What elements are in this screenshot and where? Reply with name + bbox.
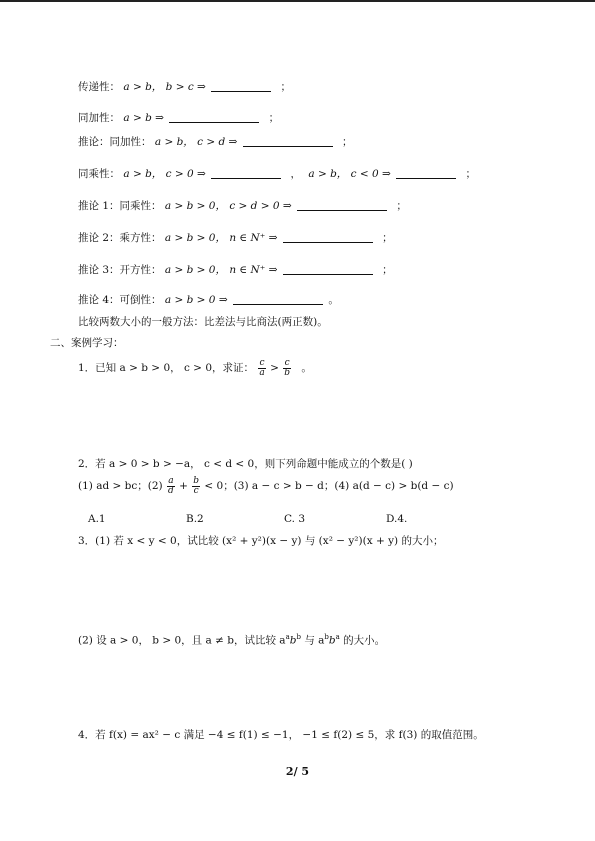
condition-1: a > b， c > 0 ⇒ [123, 168, 206, 180]
option-a[interactable]: A.1 [88, 513, 106, 525]
condition: a > b， b > c ⇒ [123, 81, 206, 93]
punct: 。 [328, 294, 339, 306]
label: 推论 4：可倒性： [78, 294, 162, 306]
answer-blank[interactable] [233, 293, 323, 305]
page-number: 2/ 5 [285, 765, 310, 778]
corollary2-line [78, 231, 393, 245]
text: 的大小。 [339, 634, 386, 647]
question-2-propositions [78, 475, 454, 497]
question-4: 4．若 f(x) = ax² − c 满足 −4 ≤ f(1) ≤ −1， −1 ≤ f(2) ≤ 5，求 f(3) 的取值范围。 [78, 729, 484, 741]
exponent: a [285, 633, 290, 641]
punct: ； [396, 200, 407, 212]
answer-blank[interactable] [283, 231, 373, 243]
numerator: c [284, 357, 290, 368]
corollary1-line [78, 199, 407, 213]
condition: a > b > 0， n ∈ N⁺ ⇒ [164, 232, 278, 244]
denominator: c [193, 485, 199, 496]
numerator: a [168, 475, 174, 486]
add-line [78, 111, 279, 125]
option-b[interactable]: B.2 [186, 513, 204, 525]
section-heading: 二、案例学习： [50, 337, 124, 349]
punct: ； [280, 81, 292, 93]
answer-blank-1[interactable] [211, 167, 281, 179]
question-1-text: 1．已知 a > b > 0， c > 0，求证： [78, 362, 254, 374]
condition: a > b， c > d ⇒ [154, 136, 238, 148]
fraction-b-over-c [192, 477, 200, 496]
propositions-part-2: < 0；(3) a − c > b − d；(4) a(d − c) > b(d − c) [204, 480, 454, 492]
punct: ； [268, 112, 280, 124]
base: b [289, 634, 297, 647]
denominator: b [284, 367, 290, 378]
exponent: b [324, 633, 329, 641]
mul-line [78, 167, 476, 181]
exponent: b [296, 633, 301, 641]
numerator: c [259, 357, 265, 368]
numerator: b [193, 475, 200, 486]
denominator: a [259, 367, 265, 378]
condition-2: a > b， c < 0 ⇒ [308, 168, 391, 180]
option-c[interactable]: C. 3 [284, 513, 306, 525]
fraction-a-over-d [167, 477, 175, 496]
condition: a > b ⇒ [123, 112, 164, 124]
propositions-part-1: (1) ad > bc；(2) [78, 480, 163, 492]
question-1 [78, 357, 312, 379]
punct: ； [342, 136, 353, 148]
punct: ； [465, 168, 476, 180]
question-3-part-2 [78, 630, 385, 648]
text: (2) 设 a > 0， b > 0，且 a ≠ b，试比较 a [78, 634, 286, 647]
comparison-method: 比较两数大小的一般方法：比差法与比商法(两正数)。 [78, 316, 328, 328]
answer-blank-2[interactable] [396, 167, 456, 179]
label: 传递性： [78, 81, 120, 93]
top-rule [0, 0, 595, 2]
answer-blank[interactable] [169, 111, 259, 123]
plus-sign: + [179, 480, 188, 492]
gt-sign: > [270, 362, 279, 374]
separator: ， [290, 168, 301, 180]
punct: ； [382, 232, 393, 244]
option-d[interactable]: D.4. [386, 513, 408, 525]
transitivity-line [78, 80, 291, 94]
fraction-c-over-a [258, 359, 265, 378]
label: 推论：同加性： [78, 136, 152, 148]
exponent: a [335, 633, 340, 641]
question-3-part-1: 3．(1) 若 x < y < 0，试比较 (x² + y²)(x − y) 与 (x² − y²)(x + y) 的大小； [78, 535, 444, 547]
condition: a > b > 0， n ∈ N⁺ ⇒ [164, 264, 278, 276]
label: 同乘性： [78, 168, 120, 180]
answer-blank[interactable] [283, 263, 373, 275]
answer-blank[interactable] [243, 135, 333, 147]
corollary4-line [78, 293, 339, 307]
add-corollary-line [78, 135, 353, 149]
answer-blank[interactable] [297, 199, 387, 211]
punct: ； [382, 264, 393, 276]
base: b [328, 634, 336, 647]
fraction-c-over-b [283, 359, 291, 378]
answer-blank[interactable] [211, 80, 271, 92]
punct: 。 [301, 362, 312, 374]
label: 同加性： [78, 112, 120, 124]
denominator: d [168, 485, 174, 496]
label: 推论 1：同乘性： [78, 200, 162, 212]
question-2-text: 2．若 a > 0 > b > −a， c < d < 0，则下列命题中能成立的个数是( ) [78, 458, 413, 470]
label: 推论 3：开方性： [78, 264, 162, 276]
condition: a > b > 0 ⇒ [164, 294, 228, 306]
condition: a > b > 0， c > d > 0 ⇒ [164, 200, 292, 212]
corollary3-line [78, 263, 393, 277]
label: 推论 2：乘方性： [78, 232, 162, 244]
text: 与 a [300, 634, 325, 647]
